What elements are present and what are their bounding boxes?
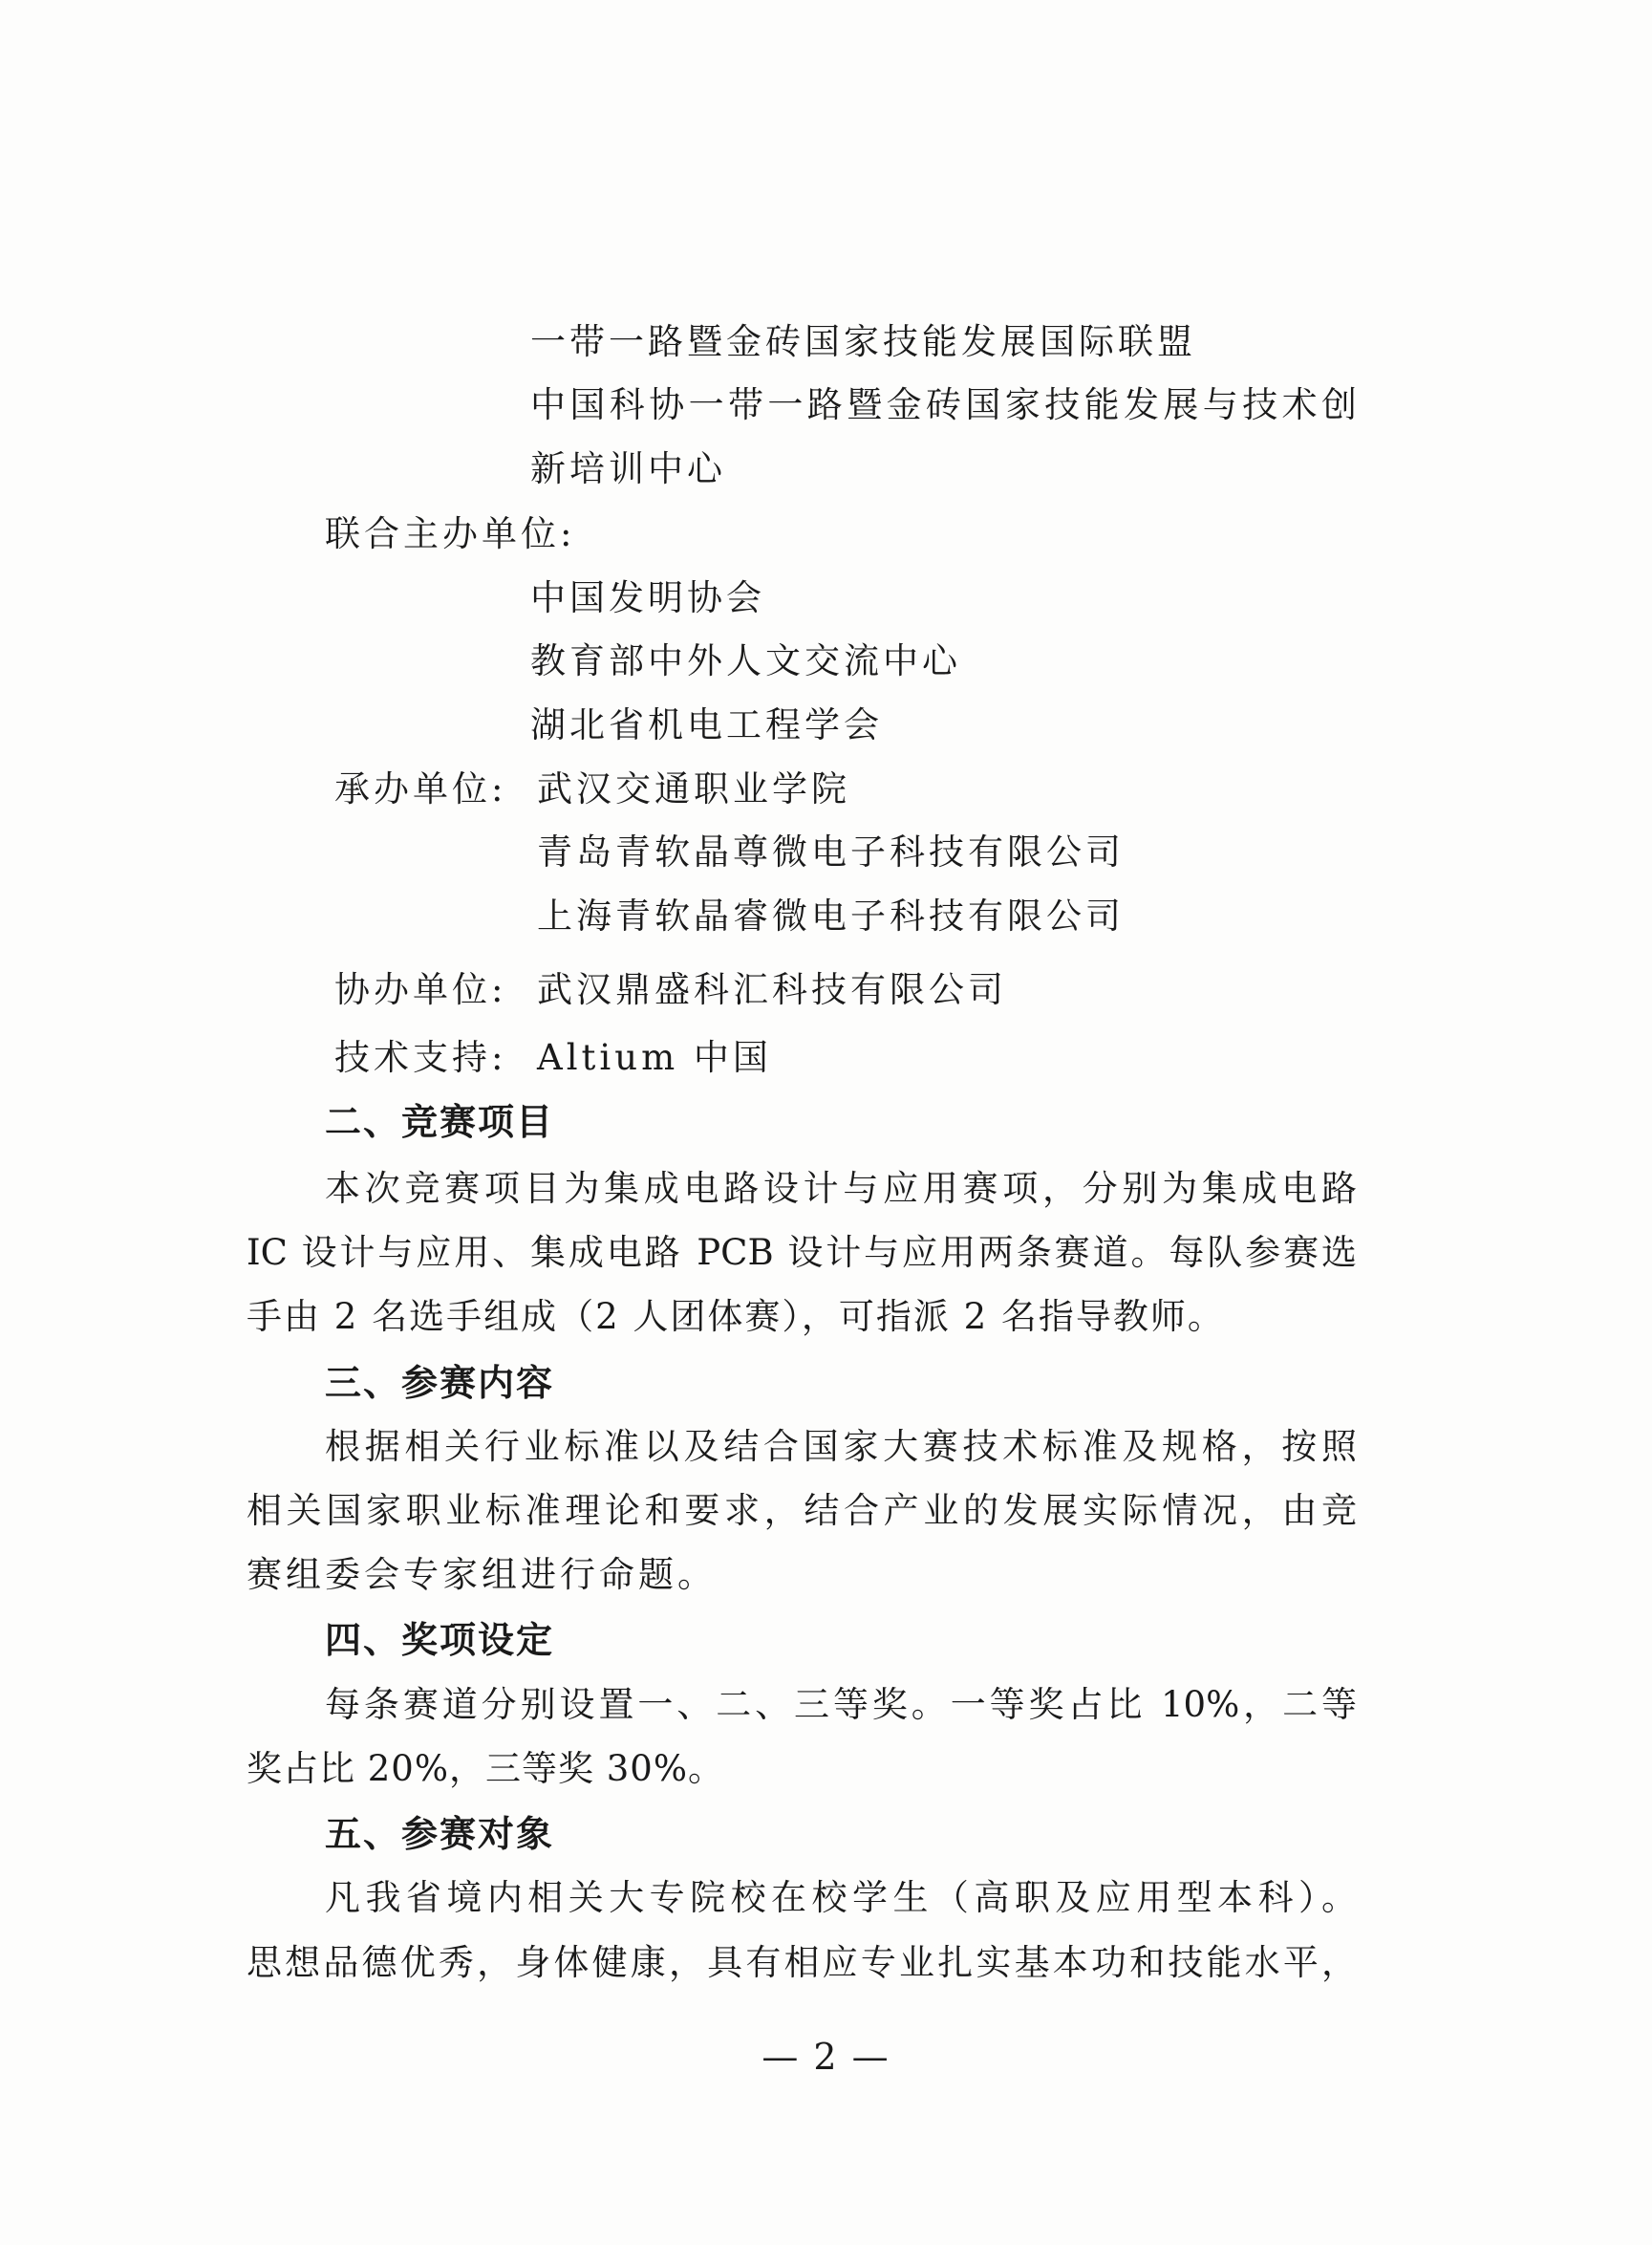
assist-value: 武汉鼎盛科汇科技有限公司 xyxy=(537,969,1007,1010)
host-label: 承办单位: xyxy=(334,768,507,809)
section-5-line-2: 思想品德优秀，身体健康，具有相应专业扎实基本功和技能水平， xyxy=(247,1942,1357,1983)
section-heading-4: 四、奖项设定 xyxy=(325,1619,555,1661)
tech-value: Altium 中国 xyxy=(537,1037,772,1078)
section-3-line-1: 根据相关行业标准以及结合国家大赛技术标准及规格，按照 xyxy=(325,1426,1357,1467)
co-organizer-3: 湖北省机电工程学会 xyxy=(530,704,883,745)
co-organizer-label: 联合主办单位: xyxy=(325,513,576,554)
section-4-line-1: 每条赛道分别设置一、二、三等奖。一等奖占比 10%，二等 xyxy=(325,1684,1357,1725)
page-number: — 2 — xyxy=(762,2036,890,2078)
section-5-line-1: 凡我省境内相关大专院校在校学生（高职及应用型本科）。 xyxy=(325,1877,1357,1918)
section-4-line-2: 奖占比 20%，三等奖 30%。 xyxy=(247,1748,724,1789)
section-3-line-3: 赛组委会专家组进行命题。 xyxy=(247,1554,717,1595)
assist-label: 协办单位: xyxy=(334,969,507,1010)
section-heading-3: 三、参赛内容 xyxy=(325,1362,555,1404)
section-2-line-2: IC 设计与应用、集成电路 PCB 设计与应用两条赛道。每队参赛选 xyxy=(247,1232,1357,1273)
organizer-line-3: 新培训中心 xyxy=(530,448,726,489)
co-organizer-2: 教育部中外人文交流中心 xyxy=(530,640,961,681)
host-3: 上海青软晶睿微电子科技有限公司 xyxy=(537,896,1125,937)
section-3-line-2: 相关国家职业标准理论和要求，结合产业的发展实际情况，由竞 xyxy=(247,1490,1357,1531)
host-1: 武汉交通职业学院 xyxy=(537,768,850,809)
organizer-line-2: 中国科协一带一路暨金砖国家技能发展与技术创 xyxy=(530,384,1357,425)
co-organizer-1: 中国发明协会 xyxy=(530,577,765,618)
organizer-line-1: 一带一路暨金砖国家技能发展国际联盟 xyxy=(530,321,1196,362)
section-2-line-3: 手由 2 名选手组成（2 人团体赛），可指派 2 名指导教师。 xyxy=(247,1296,1225,1337)
host-2: 青岛青软晶尊微电子科技有限公司 xyxy=(537,831,1125,873)
section-2-line-1: 本次竞赛项目为集成电路设计与应用赛项，分别为集成电路 xyxy=(325,1168,1357,1209)
section-heading-2: 二、竞赛项目 xyxy=(325,1101,555,1143)
tech-label: 技术支持: xyxy=(334,1037,507,1078)
section-heading-5: 五、参赛对象 xyxy=(325,1813,555,1855)
